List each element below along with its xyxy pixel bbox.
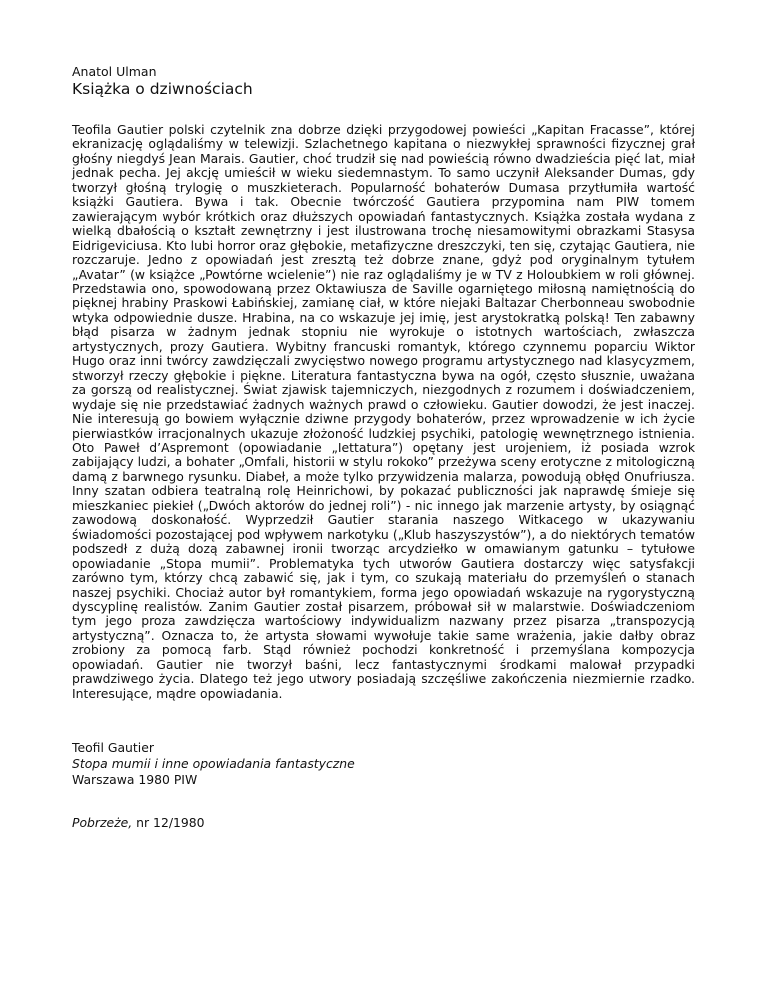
book-reference — [72, 740, 355, 788]
book-title: Stopa mumii i inne opowiadania fantastyczne — [72, 756, 355, 771]
book-publisher: Warszawa 1980 PIW — [72, 772, 198, 787]
publication-name: Pobrzeże, — [72, 815, 133, 830]
publication-issue: nr 12/1980 — [136, 815, 205, 830]
article-author: Anatol Ulman — [72, 64, 157, 79]
article-title: Książka o dziwnościach — [72, 80, 253, 98]
book-author: Teofil Gautier — [72, 740, 154, 755]
publication-reference — [72, 815, 205, 831]
article-body: Teofila Gautier polski czytelnik zna dobrze dzięki przygodowej powieści „Kapitan Fracasse”, której ekranizację oglądaliśmy w telewizji. Szlachetnego kapitana o niezwykłej sprawności fizycznej grał głośny niegdyś Jean Marais. Gautier, choć trudził się nad powieścią równo dwadzieścia pięć lat, miał jednak pecha. Jej akcję umieścił w wieku siedemnastym. To samo uczynił Aleksander Dumas, gdy tworzył głośną trylogię o muszkieterach. Popularność bohaterów Dumasa przytłumiła wartość książki Gautiera. Bywa i tak. Obecnie twórczość Gautiera przypomina nam PIW tomem zawierającym wybór krótkich oraz dłuższych opowiadań fantastycznych. Książka została wydana z wielką dbałością o kształt zewnętrzny i jest ilustrowana trochę niesamowitymi obrazkami Stasysa Eidrigeviciusa. Kto lubi horror oraz głębokie, metafizyczne dreszczyki, ten się, czytając Gautiera, nie rozczaruje. Jedno z opowiadań jest zresztą też dobrze znane, gdyż pod oryginalnym tytułem „Avatar” (w książce „Powtórne wcielenie”) nie raz oglądaliśmy je w TV z Holoubkiem w roli głównej. Przedstawia ono, spowodowaną przez Oktawiusza de Saville ogarniętego miłosną namiętnością do pięknej hrabiny Praskowi Łabińskiej, zamianę ciał, w które niejaki Baltazar Cherbonneau swobodnie wtyka odpowiednie dusze. Hrabina, na co wskazuje jej imię, jest arystokratką polską! Ten zabawny błąd pisarza w żadnym jednak stopniu nie wyrokuje o istotnych wartościach, zwłaszcza artystycznych, prozy Gautiera. Wybitny francuski romantyk, którego czynnemu poparciu Wiktor Hugo oraz inni twórcy zawdzięczali zwycięstwo nowego programu artystycznego nad klasycyzmem, stworzył rzeczy głębokie i piękne. Literatura fantastyczna bywa na ogół, często słusznie, uważana za gorszą od realistycznej. Świat zjawisk tajemniczych, niezgodnych z rozumem i doświadczeniem, wydaje się nie przedstawiać żadnych ważnych prawd o człowieku. Gautier dowodzi, że jest inaczej. Nie interesują go bowiem wyłącznie dziwne przygody bohaterów, przez wprowadzenie w ich życie pierwiastków irracjonalnych ukazuje złożoność ludzkiej psychiki, patologię wewnętrznego istnienia. Oto Paweł d’Aspremont (opowiadanie „Iettatura”) opętany jest urojeniem, iż posiada wzrok zabijający ludzi, a bohater „Omfali, historii w stylu rokoko” przeżywa sceny erotyczne z mitologiczną damą z barwnego rysunku. Diabeł, a może tylko przywidzenia malarza, powodują obłęd Onufriusza. Inny szatan odbiera teatralną rolę Heinrichowi, by pokazać publiczności jak naprawdę śmieje się mieszkaniec piekieł („Dwóch aktorów do jednej roli”) - nic innego jak marzenie artysty, by osiągnąć zawodową doskonałość. Wyprzedził Gautier starania naszego Witkacego w ukazywaniu świadomości pozostającej pod wpływem narkotyku („Klub haszyszystów”), a do niektórych tematów podszedł z dużą dozą zabawnej ironii tworząc arcydziełko w omawianym gatunku – tytułowe opowiadanie „Stopa mumii”. Problematyka tych utworów Gautiera dostarczy więc satysfakcji zarówno tym, którzy chcą zabawić się, jak i tym, co szukają materiału do przemyśleń o stanach naszej psychiki. Chociaż autor był romantykiem, forma jego opowiadań wskazuje na rygorystyczną dyscyplinę realistów. Zanim Gautier został pisarzem, próbował sił w malarstwie. Doświadczeniom tym jego proza zawdzięcza wartościowy indywidualizm nazwany przez pisarza „transpozycją artystyczną”. Oznacza to, że artysta słowami wywołuje takie same wrażenia, jakie dałby obraz zrobiony za pomocą farb. Stąd również pochodzi konkretność i przemyślana kompozycja opowiadań. Gautier nie tworzył baśni, lecz fantastycznymi środkami malował przypadki prawdziwego życia. Dlatego też jego utwory posiadają szczęśliwe zakończenia niezmiernie rzadko. Interesujące, mądre opowiadania. — [72, 122, 695, 701]
